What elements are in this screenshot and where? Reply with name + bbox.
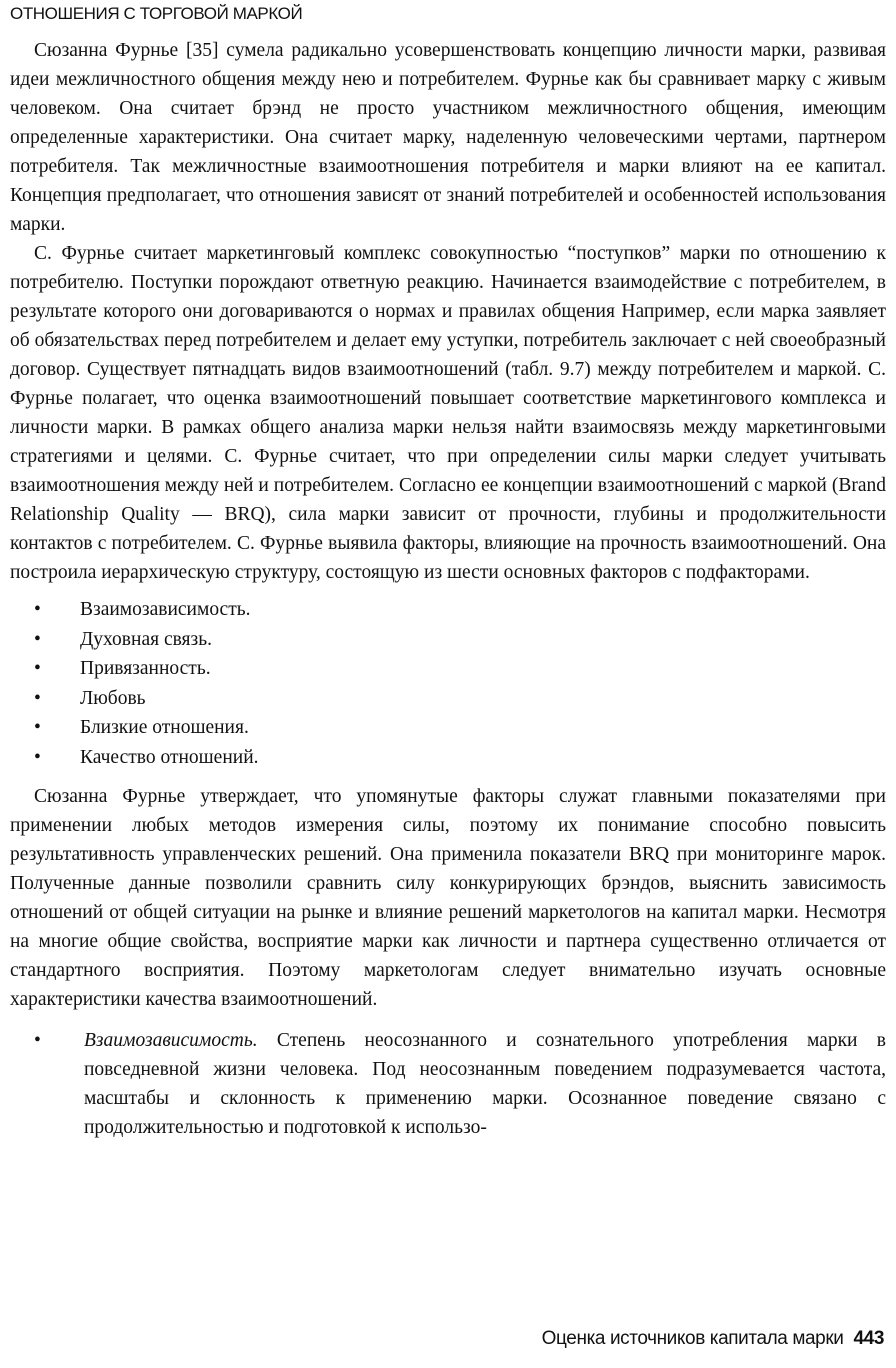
list-item [10,713,886,743]
bullet-icon: • [34,746,41,768]
footer-section-title: Оценка источников капитала марки [541,1328,844,1349]
list-item-label: Взаимозависимость. [80,599,251,620]
page-footer [542,1328,884,1350]
list-item-label: Любовь [80,687,146,709]
bullet-icon: • [34,717,41,738]
page-number: 443 [853,1328,884,1349]
factor-list [10,595,886,772]
list-item-label: Привязанность. [80,658,211,679]
list-item-label: Духовная связь. [80,628,212,650]
list-item-label: Близкие отношения. [80,717,249,738]
bullet-icon: • [34,658,41,679]
list-item [10,595,886,625]
list-item [10,625,886,655]
body-text [10,36,886,1142]
list-item-label: Качество отношений. [80,746,259,768]
bullet-icon: • [34,628,41,650]
list-item [10,684,886,714]
bullet-icon: • [34,599,41,620]
definition-term: Взаимозависимость. [84,1030,258,1051]
paragraph-brq-usage: Сюзанна Фурнье утверждает, что упомянутые факторы служат главными показателями при применении любых методов измерения силы, поэтому их понимание способно повысить результативность управленческих решений. Она применила показатели BRQ при мониторинге марок. Полученные данные позволили сравнить силу конкурирующих брэндов, выяснить зависимость отношений от общей ситуации на рынке и влияние решений маркетологов на капитал марки. Несмотря на многие общие свойства, восприятие марки как личности и партнера существенно отличается от стандартного восприятия. Поэтому маркетологам следует внимательно изучать основные характеристики качества взаимоотношений. [10,786,886,1010]
definition-item [10,1026,886,1142]
running-header: ОТНОШЕНИЯ С ТОРГОВОЙ МАРКОЙ [10,4,303,23]
bullet-icon: • [34,1030,41,1051]
definition-list [10,1026,886,1142]
bullet-icon: • [34,687,41,709]
definition-text: Степень неосознанного и сознательного употребления марки в повседневной жизни человека. Под неосознанным поведением подразумевается частота, масштабы и склонность к применению марки. Осознанное поведение связано с продолжительностью и подготовкой к использо- [84,1030,886,1138]
list-item [10,743,886,773]
paragraph-intro: Сюзанна Фурнье [35] сумела радикально усовершенствовать концепцию личности марки, развивая идеи межличностного общения между нею и потребителем. Фурнье как бы сравнивает марку с живым человеком. Она считает брэнд не просто участником межличностного общения, имеющим определенные характеристики. Она считает марку, наделенную человеческими чертами, партнером потребителя. Так межличностные взаимоотношения потребителя и марки влияют на ее капитал. Концепция предполагает, что отношения зависят от знаний потребителей и особенностей использования марки. [10,40,886,235]
list-item [10,654,886,684]
paragraph-marketing-complex: С. Фурнье считает маркетинговый комплекс совокупностью “поступков” марки по отношению к потребителю. Поступки порождают ответную реакцию. Начинается взаимодействие с потребителем, в результате которого они договариваются о нормах и правилах общения Например, если марка заявляет об обязательствах перед потребителем и делает ему уступки, потребитель заключает с ней своеобразный договор. Существует пятнадцать видов взаимоотношений (табл. 9.7) между потребителем и маркой. С. Фурнье полагает, что оценка взаимоотношений повышает соответствие маркетингового комплекса и личности марки. В рамках общего анализа марки нельзя найти взаимосвязь между маркетинговыми стратегиями и целями. С. Фурнье считает, что при определении силы марки следует учитывать взаимоотношения между ней и потребителем. Согласно ее концепции взаимоотношений с маркой (Brand Relationship Quality — BRQ), сила марки зависит от прочности, глубины и продолжительности контактов с потребителем. С. Фурнье выявила факторы, влияющие на прочность взаимоотношений. Она построила иерархическую структуру, состоящую из шести основных факторов с подфакторами. [10,243,886,583]
